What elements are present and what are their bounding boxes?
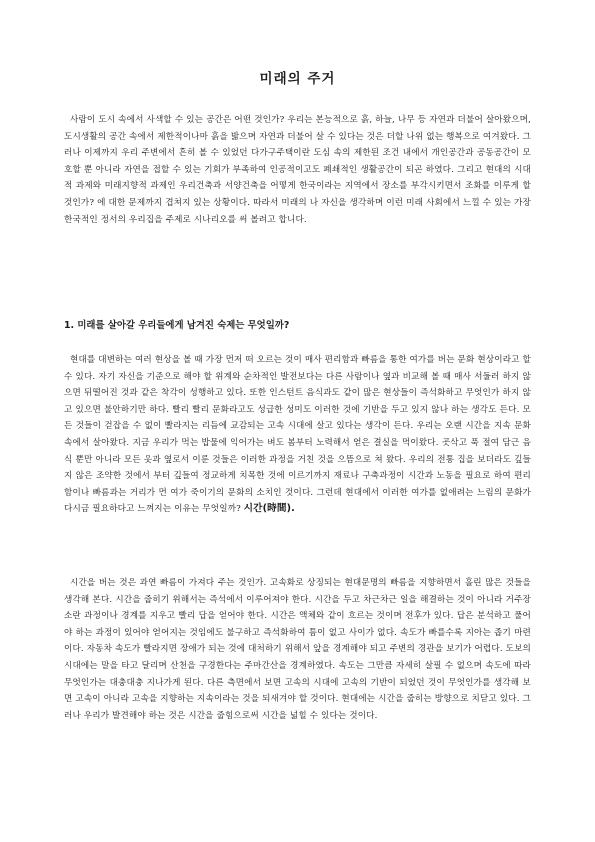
body-paragraph-1 (64, 352, 531, 518)
intro-paragraph: 사람이 도시 속에서 사색할 수 있는 공간은 어떤 것인가? 우리는 본능적으로 흙, 하늘, 나무 등 자연과 더불어 살아왔으며, 도시생활의 공간 속에서 제한적이나마 흙을 밟으며 자연과 더불어 살 수 있다는 것은 더할 나위 없는 행복으로 여겨왔다. 그러나 이제까지 우리 주변에서 흔히 볼 수 있었던 다가구주택이란 도심 속의 제한된 조건 내에서 개인공간과 공동공간이 모호할 뿐 아니라 자연을 접할 수 있는 기회가 부족하여 인공적이고도 폐쇄적인 생활공간이 되곤 하였다. 그리고 현대의 시대적 과제와 미래지향적 과제인 우리건축과 서양건축을 어떻게 한국이라는 지역에서 장소를 부각시키면서 조화를 이루게 할 것인가? 에 대한 문제까지 겹쳐지 있는 상황이다. 따라서 미래의 나 자신을 생각하며 이런 미래 사회에서 느낄 수 있는 가장 한국적인 정서의 우리집을 주제로 시나리오를 써 볼려고 합니다. (64, 115, 531, 225)
body-paragraph-1-text: 현대를 대변하는 여러 현상을 볼 때 가장 먼저 떠 오르는 것이 매사 편리함과 빠름을 통한 여가를 버는 문화 현상이라고 할 수 있다. 자기 자신을 기준으로 해야 할 위계와 순차적인 발전보다는 다른 사람이나 옆과 비교해 볼 때 매사 서둘러 하지 않으면 뒤떨어진 것과 같은 착각이 성행하고 있다. 또한 인스턴트 음식과도 같이 많은 현상들이 즉석화하고 무엇인가 하지 않고 있으면 불안하기만 하다. 빨리 빨리 문화라고도 성급한 성미도 이러한 것에 기반을 두고 있지 않나 하는 생각도 든다. 모든 것들이 걷잡을 수 없이 빨라지는 리듬에 교감되는 고속 시대에 살고 있다는 생각이 든다. 우리는 오랜 시간을 지속 문화 속에서 살아왔다. 지금 우리가 먹는 밥물에 익어가는 벼도 봄부터 노력해서 얻은 결실을 먹이왔다. 곳삭고 푹 절여 담근 음식 뿐만 아니라 모든 옷과 옆로서 이룬 것들은 이러한 과정을 거친 것을 으뜸으로 쳐 왔다. 우리의 전통 집을 보더라도 깊들지 않은 조약한 것에서 부터 깊들여 정교하게 치목한 것에 이르기까지 재료나 구축과정이 시간과 노동을 필요로 하여 편리함이나 빠름과는 거리가 먼 여가 죽이기의 문화의 소치인 것이다. 그런데 현대에서 이러한 여가를 없애려는 느림의 문화가 다시금 필요하다고 느껴지는 이유는 무엇일까? (64, 355, 531, 515)
page-title: 미래의 주거 (259, 71, 336, 88)
body-paragraph-2: 시간을 버는 것은 과연 빠름이 가져다 주는 것인가. 고속화로 상징되는 현대문명의 빠름을 지향하면서 흘린 많은 것들을 생각해 본다. 시간을 줍히기 위해서는 즉석에서 이루어져야 한다. 시간을 두고 차근차근 일을 해결하는 것이 아니라 거주장소란 과정이나 경계를 지우고 빨리 답을 얻어야 한다. 시간은 액체와 같이 흐르는 것이며 전후가 있다. 답은 분석하고 풀어야 하는 과정이 있어야 얻어지는 것임에도 불구하고 즉석화하여 틈이 없고 사이가 없다. 속도가 빠를수록 지아는 좁기 마련이다. 자동차 속도가 빨라지면 장애가 되는 것에 대처하기 위해서 앞을 경계해야 되고 주변의 경관을 보기가 어렵다. 도보의 시대에는 말을 타고 달리며 산천을 구경한다는 주마간산을 경계하였다. 속도는 그만큼 자세히 살필 수 없으며 속도에 따라 무엇인가는 대충대충 지나가게 된다. 다른 측면에서 보면 고속의 시대에 고속의 기반이 되었던 것이 무엇인가를 생각해 보면 고속이 아니라 고속을 지향하는 지속이라는 것을 되새겨야 할 것이다. 현대에는 시간을 줍히는 방향으로 치닫고 있다. 그러나 우리가 발견해야 하는 것은 시간을 줍힘으로써 시간을 넓힐 수 있다는 것이다. (64, 578, 531, 721)
time-emphasis: 시간(時間). (243, 503, 295, 515)
section-heading: 1. 미래를 살아갈 우리들에게 남겨진 숙제는 무엇일까? (64, 320, 290, 331)
